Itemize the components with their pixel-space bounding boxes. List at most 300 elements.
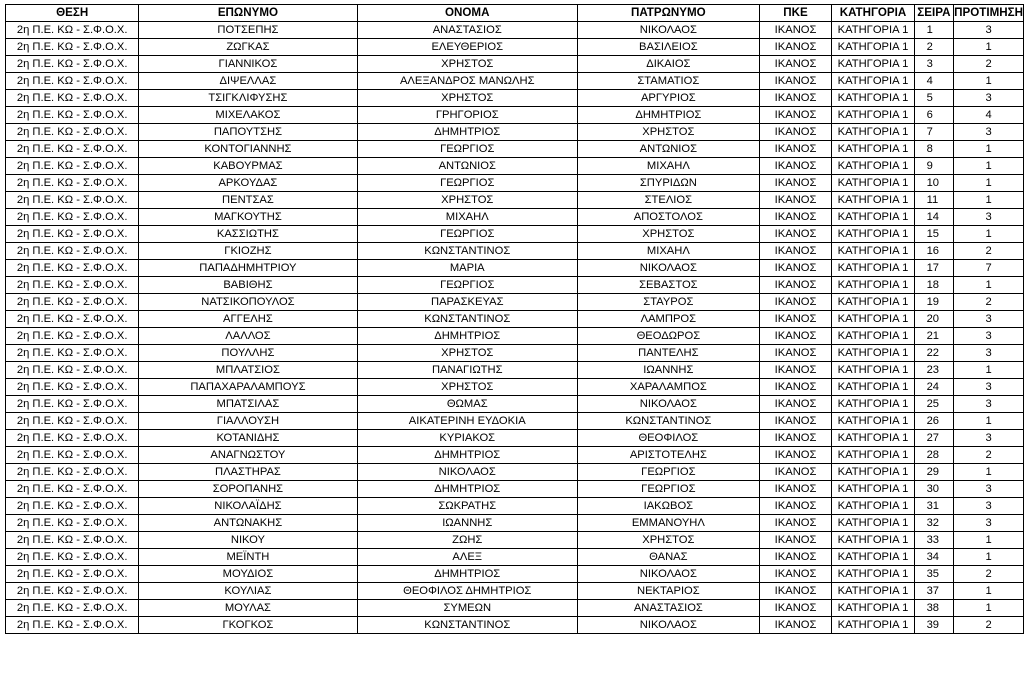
cell-father-name: ΑΝΤΩΝΙΟΣ [577, 141, 759, 158]
cell-category: ΚΑΤΗΓΟΡΙΑ 1 [832, 464, 914, 481]
cell-position: 2η Π.Ε. ΚΩ - Σ.Φ.Ο.Χ. [6, 362, 139, 379]
cell-first-name: ΚΩΝΣΤΑΝΤΙΝΟΣ [357, 243, 577, 260]
table-row [6, 209, 1024, 226]
cell-preference: 3 [954, 481, 1024, 498]
cell-preference: 1 [954, 532, 1024, 549]
table-row [6, 175, 1024, 192]
cell-category: ΚΑΤΗΓΟΡΙΑ 1 [832, 158, 914, 175]
cell-position: 2η Π.Ε. ΚΩ - Σ.Φ.Ο.Χ. [6, 311, 139, 328]
cell-preference: 3 [954, 515, 1024, 532]
cell-surname: ΝΙΚΟΛΑΪΔΗΣ [139, 498, 357, 515]
cell-position: 2η Π.Ε. ΚΩ - Σ.Φ.Ο.Χ. [6, 124, 139, 141]
cell-father-name: ΧΡΗΣΤΟΣ [577, 532, 759, 549]
table-row [6, 566, 1024, 583]
cell-category: ΚΑΤΗΓΟΡΙΑ 1 [832, 430, 914, 447]
cell-rank: 37 [914, 583, 954, 600]
cell-father-name: ΝΕΚΤΑΡΙΟΣ [577, 583, 759, 600]
cell-pke: ΙΚΑΝΟΣ [759, 73, 832, 90]
cell-surname: ΓΙΑΛΛΟΥΣΗ [139, 413, 357, 430]
cell-category: ΚΑΤΗΓΟΡΙΑ 1 [832, 345, 914, 362]
cell-position: 2η Π.Ε. ΚΩ - Σ.Φ.Ο.Χ. [6, 39, 139, 56]
cell-pke: ΙΚΑΝΟΣ [759, 294, 832, 311]
cell-father-name: ΓΕΩΡΓΙΟΣ [577, 464, 759, 481]
cell-pke: ΙΚΑΝΟΣ [759, 124, 832, 141]
cell-surname: ΜΕΪΝΤΗ [139, 549, 357, 566]
cell-preference: 2 [954, 447, 1024, 464]
table-row [6, 617, 1024, 634]
cell-surname: ΠΟΥΛΛΗΣ [139, 345, 357, 362]
cell-surname: ΠΕΝΤΣΑΣ [139, 192, 357, 209]
cell-position: 2η Π.Ε. ΚΩ - Σ.Φ.Ο.Χ. [6, 22, 139, 39]
cell-pke: ΙΚΑΝΟΣ [759, 158, 832, 175]
cell-rank: 28 [914, 447, 954, 464]
header-pke: ΠΚΕ [759, 5, 832, 22]
cell-pke: ΙΚΑΝΟΣ [759, 447, 832, 464]
header-rank: ΣΕΙΡΑ [914, 5, 954, 22]
cell-surname: ΑΓΓΕΛΗΣ [139, 311, 357, 328]
cell-category: ΚΑΤΗΓΟΡΙΑ 1 [832, 311, 914, 328]
cell-rank: 10 [914, 175, 954, 192]
cell-pke: ΙΚΑΝΟΣ [759, 515, 832, 532]
cell-position: 2η Π.Ε. ΚΩ - Σ.Φ.Ο.Χ. [6, 107, 139, 124]
cell-surname: ΚΟΤΑΝΙΔΗΣ [139, 430, 357, 447]
cell-preference: 2 [954, 617, 1024, 634]
cell-first-name: ΓΕΩΡΓΙΟΣ [357, 175, 577, 192]
cell-father-name: ΚΩΝΣΤΑΝΤΙΝΟΣ [577, 413, 759, 430]
cell-father-name: ΒΑΣΙΛΕΙΟΣ [577, 39, 759, 56]
cell-preference: 4 [954, 107, 1024, 124]
cell-surname: ΚΑΣΣΙΩΤΗΣ [139, 226, 357, 243]
table-row [6, 345, 1024, 362]
cell-pke: ΙΚΑΝΟΣ [759, 464, 832, 481]
cell-category: ΚΑΤΗΓΟΡΙΑ 1 [832, 260, 914, 277]
table-row [6, 481, 1024, 498]
cell-father-name: ΘΑΝΑΣ [577, 549, 759, 566]
cell-surname: ΚΟΝΤΟΓΙΑΝΝΗΣ [139, 141, 357, 158]
table-row [6, 260, 1024, 277]
cell-position: 2η Π.Ε. ΚΩ - Σ.Φ.Ο.Χ. [6, 498, 139, 515]
cell-father-name: ΘΕΟΔΩΡΟΣ [577, 328, 759, 345]
cell-position: 2η Π.Ε. ΚΩ - Σ.Φ.Ο.Χ. [6, 583, 139, 600]
cell-pke: ΙΚΑΝΟΣ [759, 345, 832, 362]
cell-category: ΚΑΤΗΓΟΡΙΑ 1 [832, 379, 914, 396]
cell-surname: ΜΟΥΔΙΟΣ [139, 566, 357, 583]
cell-father-name: ΝΙΚΟΛΑΟΣ [577, 396, 759, 413]
cell-first-name: ΙΩΑΝΝΗΣ [357, 515, 577, 532]
cell-rank: 21 [914, 328, 954, 345]
cell-surname: ΛΑΛΛΟΣ [139, 328, 357, 345]
cell-surname: ΣΟΡΟΠΑΝΗΣ [139, 481, 357, 498]
cell-category: ΚΑΤΗΓΟΡΙΑ 1 [832, 362, 914, 379]
cell-position: 2η Π.Ε. ΚΩ - Σ.Φ.Ο.Χ. [6, 175, 139, 192]
table-row [6, 498, 1024, 515]
cell-father-name: ΜΙΧΑΗΛ [577, 243, 759, 260]
cell-father-name: ΙΑΚΩΒΟΣ [577, 498, 759, 515]
cell-father-name: ΝΙΚΟΛΑΟΣ [577, 22, 759, 39]
cell-position: 2η Π.Ε. ΚΩ - Σ.Φ.Ο.Χ. [6, 515, 139, 532]
cell-rank: 6 [914, 107, 954, 124]
table-row [6, 311, 1024, 328]
cell-pke: ΙΚΑΝΟΣ [759, 22, 832, 39]
cell-surname: ΓΚΙΟΖΗΣ [139, 243, 357, 260]
cell-rank: 29 [914, 464, 954, 481]
cell-pke: ΙΚΑΝΟΣ [759, 277, 832, 294]
cell-father-name: ΛΑΜΠΡΟΣ [577, 311, 759, 328]
table-row [6, 464, 1024, 481]
cell-preference: 1 [954, 192, 1024, 209]
cell-rank: 15 [914, 226, 954, 243]
cell-preference: 1 [954, 583, 1024, 600]
cell-category: ΚΑΤΗΓΟΡΙΑ 1 [832, 481, 914, 498]
table-row [6, 158, 1024, 175]
cell-pke: ΙΚΑΝΟΣ [759, 209, 832, 226]
cell-first-name: ΘΩΜΑΣ [357, 396, 577, 413]
table-row [6, 39, 1024, 56]
cell-category: ΚΑΤΗΓΟΡΙΑ 1 [832, 107, 914, 124]
cell-category: ΚΑΤΗΓΟΡΙΑ 1 [832, 141, 914, 158]
cell-father-name: ΑΝΑΣΤΑΣΙΟΣ [577, 600, 759, 617]
cell-rank: 20 [914, 311, 954, 328]
cell-father-name: ΧΡΗΣΤΟΣ [577, 226, 759, 243]
table-row [6, 90, 1024, 107]
cell-category: ΚΑΤΗΓΟΡΙΑ 1 [832, 39, 914, 56]
cell-surname: ΜΠΛΑΤΣΙΟΣ [139, 362, 357, 379]
cell-father-name: ΧΡΗΣΤΟΣ [577, 124, 759, 141]
cell-first-name: ΚΩΝΣΤΑΝΤΙΝΟΣ [357, 311, 577, 328]
cell-position: 2η Π.Ε. ΚΩ - Σ.Φ.Ο.Χ. [6, 396, 139, 413]
table-row [6, 532, 1024, 549]
cell-pke: ΙΚΑΝΟΣ [759, 481, 832, 498]
cell-first-name: ΑΝΤΩΝΙΟΣ [357, 158, 577, 175]
cell-father-name: ΓΕΩΡΓΙΟΣ [577, 481, 759, 498]
cell-rank: 33 [914, 532, 954, 549]
cell-category: ΚΑΤΗΓΟΡΙΑ 1 [832, 583, 914, 600]
cell-rank: 2 [914, 39, 954, 56]
cell-rank: 16 [914, 243, 954, 260]
table-row [6, 379, 1024, 396]
cell-first-name: ΔΗΜΗΤΡΙΟΣ [357, 481, 577, 498]
cell-father-name: ΕΜΜΑΝΟΥΗΛ [577, 515, 759, 532]
cell-father-name: ΑΡΙΣΤΟΤΕΛΗΣ [577, 447, 759, 464]
cell-surname: ΠΑΠΑΔΗΜΗΤΡΙΟΥ [139, 260, 357, 277]
cell-first-name: ΑΛΕΞΑΝΔΡΟΣ ΜΑΝΩΛΗΣ [357, 73, 577, 90]
cell-position: 2η Π.Ε. ΚΩ - Σ.Φ.Ο.Χ. [6, 600, 139, 617]
cell-surname: ΜΠΑΤΣΙΛΑΣ [139, 396, 357, 413]
cell-first-name: ΓΕΩΡΓΙΟΣ [357, 277, 577, 294]
cell-preference: 3 [954, 379, 1024, 396]
cell-pke: ΙΚΑΝΟΣ [759, 90, 832, 107]
cell-position: 2η Π.Ε. ΚΩ - Σ.Φ.Ο.Χ. [6, 328, 139, 345]
cell-surname: ΝΙΚΟΥ [139, 532, 357, 549]
cell-rank: 17 [914, 260, 954, 277]
cell-category: ΚΑΤΗΓΟΡΙΑ 1 [832, 124, 914, 141]
header-position: ΘΕΣΗ [6, 5, 139, 22]
cell-category: ΚΑΤΗΓΟΡΙΑ 1 [832, 192, 914, 209]
cell-category: ΚΑΤΗΓΟΡΙΑ 1 [832, 277, 914, 294]
header-surname: ΕΠΩΝΥΜΟ [139, 5, 357, 22]
cell-father-name: ΝΙΚΟΛΑΟΣ [577, 260, 759, 277]
table-row [6, 22, 1024, 39]
cell-pke: ΙΚΑΝΟΣ [759, 617, 832, 634]
cell-pke: ΙΚΑΝΟΣ [759, 260, 832, 277]
table-row [6, 447, 1024, 464]
cell-first-name: ΣΥΜΕΩΝ [357, 600, 577, 617]
table-row [6, 583, 1024, 600]
cell-pke: ΙΚΑΝΟΣ [759, 141, 832, 158]
cell-preference: 1 [954, 73, 1024, 90]
cell-father-name: ΑΡΓΥΡΙΟΣ [577, 90, 759, 107]
cell-first-name: ΜΑΡΙΑ [357, 260, 577, 277]
table-row [6, 124, 1024, 141]
cell-pke: ΙΚΑΝΟΣ [759, 243, 832, 260]
cell-preference: 1 [954, 464, 1024, 481]
cell-rank: 18 [914, 277, 954, 294]
cell-category: ΚΑΤΗΓΟΡΙΑ 1 [832, 328, 914, 345]
cell-first-name: ΠΑΡΑΣΚΕΥΑΣ [357, 294, 577, 311]
cell-first-name: ΓΡΗΓΟΡΙΟΣ [357, 107, 577, 124]
cell-position: 2η Π.Ε. ΚΩ - Σ.Φ.Ο.Χ. [6, 141, 139, 158]
cell-pke: ΙΚΑΝΟΣ [759, 583, 832, 600]
table-row [6, 294, 1024, 311]
cell-father-name: ΙΩΑΝΝΗΣ [577, 362, 759, 379]
cell-surname: ΓΙΑΝΝΙΚΟΣ [139, 56, 357, 73]
cell-preference: 3 [954, 209, 1024, 226]
cell-position: 2η Π.Ε. ΚΩ - Σ.Φ.Ο.Χ. [6, 345, 139, 362]
cell-category: ΚΑΤΗΓΟΡΙΑ 1 [832, 396, 914, 413]
cell-first-name: ΜΙΧΑΗΛ [357, 209, 577, 226]
cell-preference: 1 [954, 39, 1024, 56]
cell-first-name: ΚΥΡΙΑΚΟΣ [357, 430, 577, 447]
cell-category: ΚΑΤΗΓΟΡΙΑ 1 [832, 549, 914, 566]
cell-category: ΚΑΤΗΓΟΡΙΑ 1 [832, 175, 914, 192]
cell-category: ΚΑΤΗΓΟΡΙΑ 1 [832, 566, 914, 583]
cell-preference: 1 [954, 226, 1024, 243]
cell-first-name: ΑΝΑΣΤΑΣΙΟΣ [357, 22, 577, 39]
cell-position: 2η Π.Ε. ΚΩ - Σ.Φ.Ο.Χ. [6, 447, 139, 464]
cell-first-name: ΧΡΗΣΤΟΣ [357, 56, 577, 73]
table-row [6, 549, 1024, 566]
cell-preference: 3 [954, 430, 1024, 447]
cell-pke: ΙΚΑΝΟΣ [759, 549, 832, 566]
cell-father-name: ΣΕΒΑΣΤΟΣ [577, 277, 759, 294]
cell-rank: 27 [914, 430, 954, 447]
cell-rank: 9 [914, 158, 954, 175]
cell-father-name: ΠΑΝΤΕΛΗΣ [577, 345, 759, 362]
cell-preference: 1 [954, 141, 1024, 158]
cell-surname: ΒΑΒΙΘΗΣ [139, 277, 357, 294]
cell-preference: 2 [954, 56, 1024, 73]
cell-first-name: ΠΑΝΑΓΙΩΤΗΣ [357, 362, 577, 379]
cell-surname: ΓΚΟΓΚΟΣ [139, 617, 357, 634]
cell-pke: ΙΚΑΝΟΣ [759, 56, 832, 73]
cell-pke: ΙΚΑΝΟΣ [759, 328, 832, 345]
cell-pke: ΙΚΑΝΟΣ [759, 175, 832, 192]
cell-first-name: ΧΡΗΣΤΟΣ [357, 90, 577, 107]
cell-position: 2η Π.Ε. ΚΩ - Σ.Φ.Ο.Χ. [6, 243, 139, 260]
cell-rank: 31 [914, 498, 954, 515]
cell-first-name: ΧΡΗΣΤΟΣ [357, 379, 577, 396]
cell-pke: ΙΚΑΝΟΣ [759, 532, 832, 549]
cell-position: 2η Π.Ε. ΚΩ - Σ.Φ.Ο.Χ. [6, 430, 139, 447]
cell-surname: ΠΑΠΑΧΑΡΑΛΑΜΠΟΥΣ [139, 379, 357, 396]
table-row [6, 362, 1024, 379]
cell-rank: 30 [914, 481, 954, 498]
cell-father-name: ΣΤΕΛΙΟΣ [577, 192, 759, 209]
cell-surname: ΑΝΤΩΝΑΚΗΣ [139, 515, 357, 532]
table-row [6, 226, 1024, 243]
cell-preference: 3 [954, 396, 1024, 413]
cell-category: ΚΑΤΗΓΟΡΙΑ 1 [832, 226, 914, 243]
cell-preference: 1 [954, 413, 1024, 430]
cell-position: 2η Π.Ε. ΚΩ - Σ.Φ.Ο.Χ. [6, 260, 139, 277]
cell-father-name: ΔΗΜΗΤΡΙΟΣ [577, 107, 759, 124]
cell-category: ΚΑΤΗΓΟΡΙΑ 1 [832, 515, 914, 532]
cell-father-name: ΜΙΧΑΗΛ [577, 158, 759, 175]
cell-first-name: ΑΛΕΞ [357, 549, 577, 566]
cell-pke: ΙΚΑΝΟΣ [759, 311, 832, 328]
cell-father-name: ΣΤΑΥΡΟΣ [577, 294, 759, 311]
cell-category: ΚΑΤΗΓΟΡΙΑ 1 [832, 600, 914, 617]
cell-surname: ΠΟΤΣΕΠΗΣ [139, 22, 357, 39]
table-row [6, 277, 1024, 294]
cell-pke: ΙΚΑΝΟΣ [759, 396, 832, 413]
cell-father-name: ΘΕΟΦΙΛΟΣ [577, 430, 759, 447]
cell-first-name: ΓΕΩΡΓΙΟΣ [357, 141, 577, 158]
cell-category: ΚΑΤΗΓΟΡΙΑ 1 [832, 447, 914, 464]
cell-rank: 26 [914, 413, 954, 430]
header-row [6, 5, 1024, 22]
cell-rank: 19 [914, 294, 954, 311]
cell-rank: 39 [914, 617, 954, 634]
cell-father-name: ΣΠΥΡΙΔΩΝ [577, 175, 759, 192]
cell-surname: ΜΙΧΕΛΑΚΟΣ [139, 107, 357, 124]
cell-position: 2η Π.Ε. ΚΩ - Σ.Φ.Ο.Χ. [6, 192, 139, 209]
cell-rank: 4 [914, 73, 954, 90]
table-row [6, 328, 1024, 345]
table-row [6, 107, 1024, 124]
cell-preference: 1 [954, 600, 1024, 617]
cell-category: ΚΑΤΗΓΟΡΙΑ 1 [832, 73, 914, 90]
cell-position: 2η Π.Ε. ΚΩ - Σ.Φ.Ο.Χ. [6, 56, 139, 73]
header-first-name: ΟΝΟΜΑ [357, 5, 577, 22]
table-row [6, 515, 1024, 532]
cell-father-name: ΝΙΚΟΛΑΟΣ [577, 566, 759, 583]
cell-position: 2η Π.Ε. ΚΩ - Σ.Φ.Ο.Χ. [6, 413, 139, 430]
cell-preference: 3 [954, 328, 1024, 345]
cell-first-name: ΔΗΜΗΤΡΙΟΣ [357, 328, 577, 345]
cell-position: 2η Π.Ε. ΚΩ - Σ.Φ.Ο.Χ. [6, 226, 139, 243]
cell-rank: 3 [914, 56, 954, 73]
cell-surname: ΜΟΥΛΑΣ [139, 600, 357, 617]
cell-category: ΚΑΤΗΓΟΡΙΑ 1 [832, 532, 914, 549]
cell-first-name: ΑΙΚΑΤΕΡΙΝΗ ΕΥΔΟΚΙΑ [357, 413, 577, 430]
cell-category: ΚΑΤΗΓΟΡΙΑ 1 [832, 294, 914, 311]
table-row [6, 73, 1024, 90]
cell-preference: 2 [954, 294, 1024, 311]
cell-father-name: ΔΙΚΑΙΟΣ [577, 56, 759, 73]
cell-pke: ΙΚΑΝΟΣ [759, 379, 832, 396]
cell-first-name: ΧΡΗΣΤΟΣ [357, 192, 577, 209]
cell-rank: 38 [914, 600, 954, 617]
cell-position: 2η Π.Ε. ΚΩ - Σ.Φ.Ο.Χ. [6, 73, 139, 90]
cell-preference: 2 [954, 243, 1024, 260]
cell-first-name: ΘΕΟΦΙΛΟΣ ΔΗΜΗΤΡΙΟΣ [357, 583, 577, 600]
cell-rank: 14 [914, 209, 954, 226]
cell-pke: ΙΚΑΝΟΣ [759, 430, 832, 447]
cell-preference: 1 [954, 549, 1024, 566]
cell-surname: ΔΙΨΕΛΛΑΣ [139, 73, 357, 90]
cell-rank: 35 [914, 566, 954, 583]
cell-pke: ΙΚΑΝΟΣ [759, 600, 832, 617]
cell-surname: ΚΑΒΟΥΡΜΑΣ [139, 158, 357, 175]
cell-first-name: ΧΡΗΣΤΟΣ [357, 345, 577, 362]
cell-first-name: ΓΕΩΡΓΙΟΣ [357, 226, 577, 243]
table-row [6, 600, 1024, 617]
cell-preference: 2 [954, 566, 1024, 583]
cell-pke: ΙΚΑΝΟΣ [759, 413, 832, 430]
cell-preference: 3 [954, 311, 1024, 328]
cell-preference: 3 [954, 498, 1024, 515]
results-sheet [5, 4, 1024, 634]
cell-position: 2η Π.Ε. ΚΩ - Σ.Φ.Ο.Χ. [6, 617, 139, 634]
cell-pke: ΙΚΑΝΟΣ [759, 39, 832, 56]
cell-position: 2η Π.Ε. ΚΩ - Σ.Φ.Ο.Χ. [6, 277, 139, 294]
cell-position: 2η Π.Ε. ΚΩ - Σ.Φ.Ο.Χ. [6, 464, 139, 481]
cell-category: ΚΑΤΗΓΟΡΙΑ 1 [832, 209, 914, 226]
cell-rank: 32 [914, 515, 954, 532]
cell-surname: ΑΝΑΓΝΩΣΤΟΥ [139, 447, 357, 464]
cell-position: 2η Π.Ε. ΚΩ - Σ.Φ.Ο.Χ. [6, 209, 139, 226]
cell-position: 2η Π.Ε. ΚΩ - Σ.Φ.Ο.Χ. [6, 549, 139, 566]
cell-position: 2η Π.Ε. ΚΩ - Σ.Φ.Ο.Χ. [6, 566, 139, 583]
cell-surname: ΑΡΚΟΥΔΑΣ [139, 175, 357, 192]
cell-preference: 3 [954, 345, 1024, 362]
cell-position: 2η Π.Ε. ΚΩ - Σ.Φ.Ο.Χ. [6, 158, 139, 175]
table-body [6, 22, 1024, 634]
cell-surname: ΚΟΥΛΙΑΣ [139, 583, 357, 600]
cell-pke: ΙΚΑΝΟΣ [759, 362, 832, 379]
table-row [6, 413, 1024, 430]
cell-position: 2η Π.Ε. ΚΩ - Σ.Φ.Ο.Χ. [6, 294, 139, 311]
cell-rank: 7 [914, 124, 954, 141]
cell-first-name: ΝΙΚΟΛΑΟΣ [357, 464, 577, 481]
cell-father-name: ΣΤΑΜΑΤΙΟΣ [577, 73, 759, 90]
placement-table [5, 4, 1024, 634]
table-row [6, 192, 1024, 209]
table-row [6, 396, 1024, 413]
cell-category: ΚΑΤΗΓΟΡΙΑ 1 [832, 498, 914, 515]
cell-first-name: ΕΛΕΥΘΕΡΙΟΣ [357, 39, 577, 56]
cell-preference: 3 [954, 90, 1024, 107]
cell-first-name: ΔΗΜΗΤΡΙΟΣ [357, 447, 577, 464]
cell-surname: ΝΑΤΣΙΚΟΠΟΥΛΟΣ [139, 294, 357, 311]
cell-father-name: ΝΙΚΟΛΑΟΣ [577, 617, 759, 634]
header-category: ΚΑΤΗΓΟΡΙΑ [832, 5, 914, 22]
cell-rank: 1 [914, 22, 954, 39]
cell-first-name: ΣΩΚΡΑΤΗΣ [357, 498, 577, 515]
cell-position: 2η Π.Ε. ΚΩ - Σ.Φ.Ο.Χ. [6, 532, 139, 549]
cell-category: ΚΑΤΗΓΟΡΙΑ 1 [832, 243, 914, 260]
cell-pke: ΙΚΑΝΟΣ [759, 107, 832, 124]
cell-pke: ΙΚΑΝΟΣ [759, 226, 832, 243]
cell-rank: 22 [914, 345, 954, 362]
table-row [6, 430, 1024, 447]
header-preference: ΠΡΟΤΙΜΗΣΗ [954, 5, 1024, 22]
cell-preference: 1 [954, 277, 1024, 294]
cell-father-name: ΑΠΟΣΤΟΛΟΣ [577, 209, 759, 226]
cell-preference: 1 [954, 175, 1024, 192]
cell-pke: ΙΚΑΝΟΣ [759, 498, 832, 515]
